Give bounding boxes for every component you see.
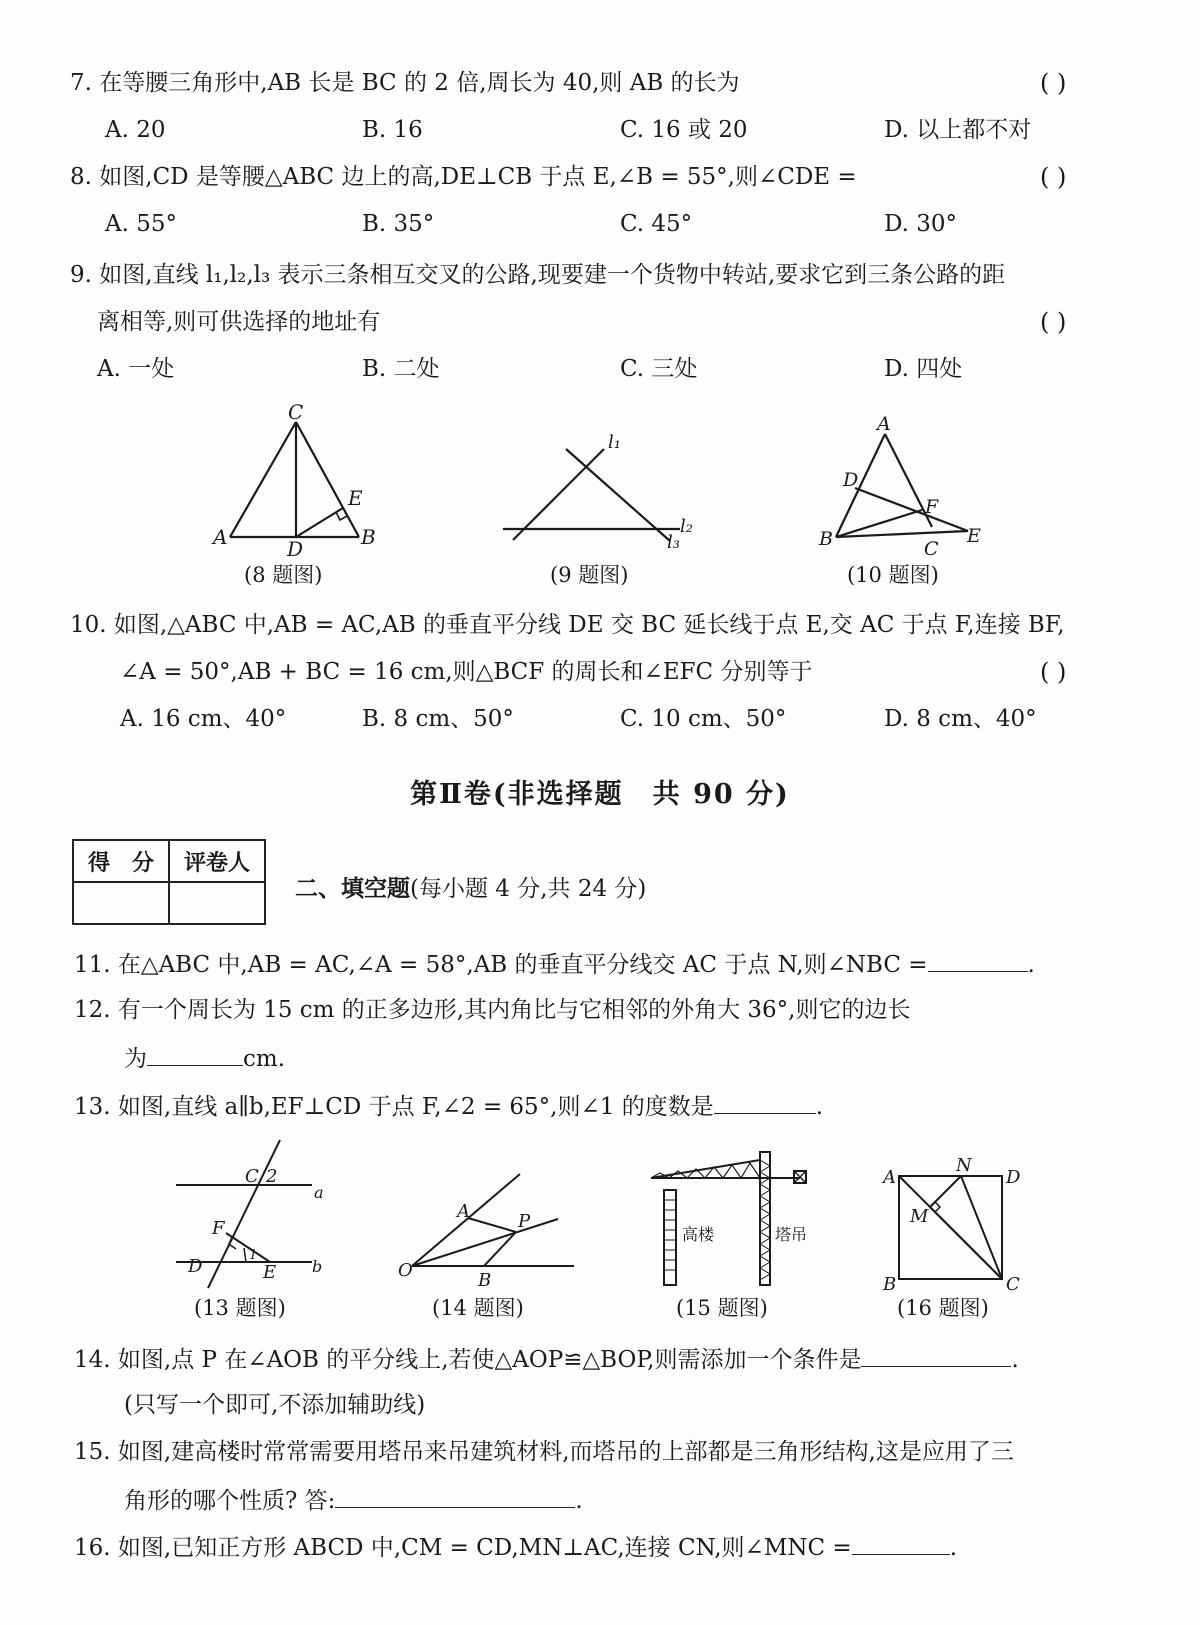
q8-stem: 8. 如图,CD 是等腰△ABC 边上的高,DE⊥CB 于点 E,∠B = 55°,则∠CDE = bbox=[70, 164, 857, 190]
q15-line2 bbox=[124, 1484, 583, 1516]
q15-end: . bbox=[575, 1488, 583, 1514]
fig9-caption: (9 题图) bbox=[550, 563, 629, 587]
fig10-label-b: B bbox=[819, 528, 833, 550]
q8-option-b: B. 35° bbox=[362, 211, 435, 237]
fig15-label-crane: 塔吊 bbox=[775, 1225, 808, 1244]
fig14-caption: (14 题图) bbox=[432, 1296, 524, 1320]
fig16-label-m: M bbox=[910, 1206, 929, 1227]
q7-option-c: C. 16 或 20 bbox=[620, 117, 748, 143]
q9-option-d: D. 四处 bbox=[884, 356, 963, 382]
q9-option-c: C. 三处 bbox=[620, 356, 698, 382]
score-table-header-grader: 评卷人 bbox=[169, 840, 265, 882]
q10-option-c: C. 10 cm、50° bbox=[620, 706, 787, 732]
fig16-label-d: D bbox=[1006, 1167, 1021, 1188]
fig14-label-b: B bbox=[478, 1270, 492, 1291]
fig8-label-e: E bbox=[348, 486, 363, 510]
q9-answer-paren: ( ) bbox=[1040, 308, 1067, 336]
q13-end: . bbox=[815, 1094, 824, 1120]
q7-answer-paren: ( ) bbox=[1040, 69, 1067, 97]
fig13-caption: (13 题图) bbox=[194, 1296, 286, 1320]
q16-stem: 16. 如图,已知正方形 ABCD 中,CM = CD,MN⊥AC,连接 CN,则∠MNC = bbox=[74, 1535, 852, 1561]
q7-option-a: A. 20 bbox=[105, 117, 166, 143]
fill-in-title: 二、填空题 bbox=[295, 875, 410, 902]
fig10-label-d: D bbox=[843, 469, 859, 491]
fig14-label-a: A bbox=[457, 1201, 470, 1222]
fig13-label-b: b bbox=[312, 1257, 323, 1276]
q10-option-d: D. 8 cm、40° bbox=[884, 706, 1037, 732]
q10-stem-line1: 10. 如图,△ABC 中,AB = AC,AB 的垂直平分线 DE 交 BC 延长线于点 E,交 AC 于点 F,连接 BF, bbox=[70, 612, 1065, 638]
fig10-label-e: E bbox=[967, 525, 981, 547]
q11-end: . bbox=[1027, 952, 1035, 978]
fig16-label-a: A bbox=[883, 1167, 896, 1188]
q7-stem: 7. 在等腰三角形中,AB 长是 BC 的 2 倍,周长为 40,则 AB 的长为 bbox=[70, 70, 740, 96]
q7-option-b: B. 16 bbox=[362, 117, 423, 143]
q9-option-a: A. 一处 bbox=[97, 356, 175, 382]
fig13-label-c: C bbox=[245, 1166, 259, 1187]
fig10-caption: (10 题图) bbox=[847, 563, 939, 587]
fig8-label-b: B bbox=[361, 525, 376, 549]
q16 bbox=[74, 1531, 957, 1563]
fig14-label-p: P bbox=[518, 1211, 531, 1232]
section-2-title: 第Ⅱ卷(非选择题 共 90 分) bbox=[410, 779, 790, 810]
q8-option-d: D. 30° bbox=[884, 211, 958, 237]
q12-post: cm. bbox=[243, 1046, 286, 1072]
q10-stem-line2: ∠A = 50°,AB + BC = 16 cm,则△BCF 的周长和∠EFC 分别等于 bbox=[120, 659, 813, 685]
score-table-header-score: 得 分 bbox=[73, 840, 169, 882]
q11-stem: 11. 在△ABC 中,AB = AC,∠A = 58°,AB 的垂直平分线交 AC 于点 N,则∠NBC = bbox=[74, 952, 928, 978]
q15-stem-line2: 角形的哪个性质? 答: bbox=[124, 1488, 336, 1514]
fig8-label-c: C bbox=[288, 400, 304, 424]
q16-answer-blank[interactable] bbox=[852, 1531, 950, 1555]
q9-option-b: B. 二处 bbox=[362, 356, 440, 382]
fig14-label-o: O bbox=[398, 1260, 413, 1281]
fig9-label-l3: l₃ bbox=[667, 532, 680, 553]
fig13-label-e: E bbox=[263, 1262, 277, 1283]
fig16-segment-cn bbox=[961, 1176, 1002, 1279]
q14-answer-blank[interactable] bbox=[861, 1343, 1011, 1367]
q8-answer-paren: ( ) bbox=[1040, 163, 1067, 191]
fig10-label-f: F bbox=[925, 496, 939, 518]
q8-option-a: A. 55° bbox=[105, 211, 177, 237]
fig16-label-n: N bbox=[956, 1155, 972, 1176]
q15-answer-blank[interactable] bbox=[335, 1484, 575, 1508]
q8-option-c: C. 45° bbox=[620, 211, 693, 237]
fig13-label-f: F bbox=[212, 1218, 225, 1239]
q9-stem-line2: 离相等,则可供选择的地址有 bbox=[97, 309, 381, 335]
fig10-label-a: A bbox=[877, 413, 891, 435]
q7-option-d: D. 以上都不对 bbox=[884, 117, 1032, 143]
q10-option-b: B. 8 cm、50° bbox=[362, 706, 514, 732]
fig13-label-2: 2 bbox=[266, 1166, 278, 1187]
fill-in-note: (每小题 4 分,共 24 分) bbox=[410, 876, 647, 902]
q15-stem-line1: 15. 如图,建高楼时常常需要用塔吊来吊建筑材料,而塔吊的上部都是三角形结构,这是应用了三 bbox=[74, 1439, 1014, 1465]
fig15-caption: (15 题图) bbox=[676, 1296, 768, 1320]
fig16-right-angle-mark bbox=[935, 1202, 940, 1212]
fig13-label-1: 1 bbox=[249, 1248, 258, 1263]
fig9-label-l1: l₁ bbox=[608, 432, 621, 453]
q13-stem: 13. 如图,直线 a∥b,EF⊥CD 于点 F,∠2 = 65°,则∠1 的度数是 bbox=[74, 1094, 714, 1120]
fig15-label-building: 高楼 bbox=[682, 1225, 715, 1244]
q14-note: (只写一个即可,不添加辅助线) bbox=[124, 1392, 426, 1418]
q10-option-a: A. 16 cm、40° bbox=[120, 706, 287, 732]
fig16-label-b: B bbox=[883, 1274, 897, 1295]
fig8-label-d: D bbox=[287, 537, 304, 561]
fig10-label-c: C bbox=[924, 538, 939, 560]
fig16-label-c: C bbox=[1006, 1274, 1020, 1295]
q12-stem-line1: 12. 有一个周长为 15 cm 的正多边形,其内角比与它相邻的外角大 36°,则它的边长 bbox=[74, 997, 911, 1023]
fig13-label-a: a bbox=[314, 1183, 324, 1202]
fig8-caption: (8 题图) bbox=[244, 563, 323, 587]
fig13-label-d: D bbox=[188, 1256, 203, 1277]
q10-answer-paren: ( ) bbox=[1040, 658, 1067, 686]
q12-pre: 为 bbox=[124, 1046, 147, 1072]
q14-end: . bbox=[1011, 1347, 1019, 1373]
fig8-label-a: A bbox=[213, 525, 228, 549]
q14-stem: 14. 如图,点 P 在∠AOB 的平分线上,若使△AOP≌△BOP,则需添加一个条件是 bbox=[74, 1347, 862, 1373]
q9-stem-line1: 9. 如图,直线 l₁,l₂,l₃ 表示三条相互交叉的公路,现要建一个货物中转站,要求它到三条公路的距 bbox=[70, 262, 1006, 288]
q16-end: . bbox=[949, 1535, 957, 1561]
q14 bbox=[74, 1343, 1019, 1375]
fig16-caption: (16 题图) bbox=[897, 1296, 989, 1320]
fig9-label-l2: l₂ bbox=[680, 516, 693, 537]
fig16-segment-cm bbox=[930, 1207, 1002, 1279]
